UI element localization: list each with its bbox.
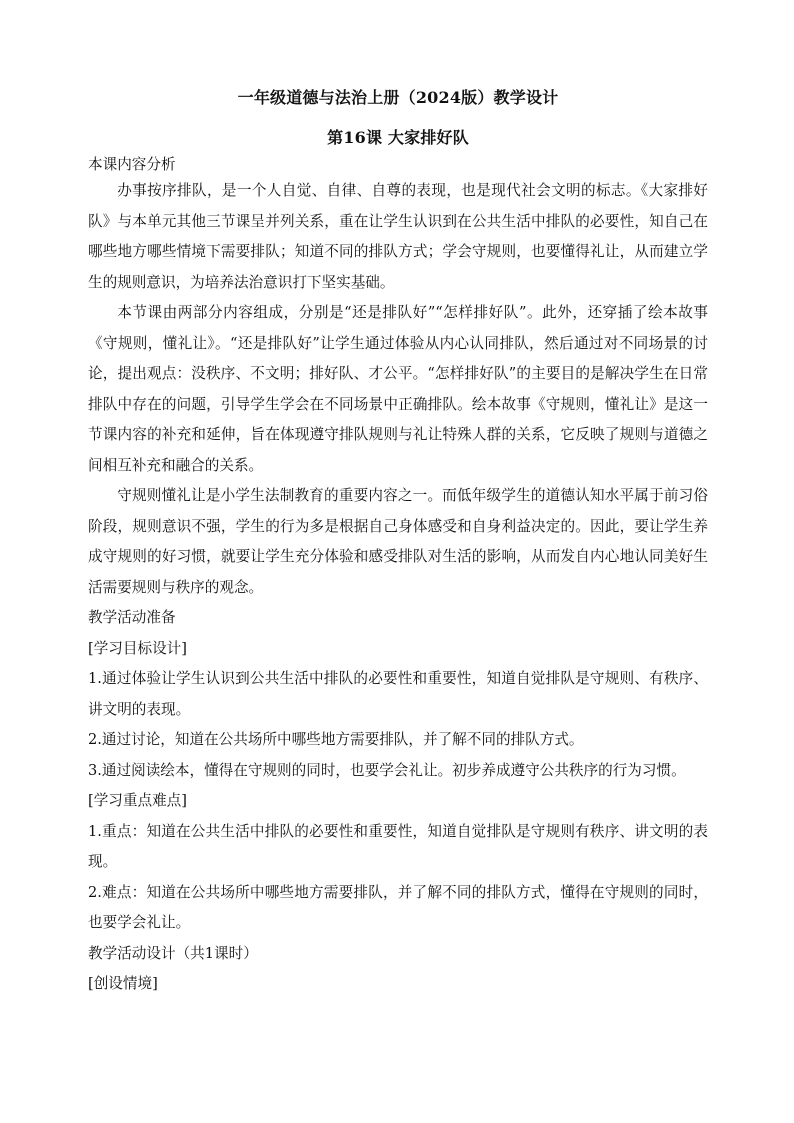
- goal-item-1: 1.通过体验让学生认识到公共生活中排队的必要性和重要性，知道自觉排队是守规则、有秩序、讲文明的表现。: [88, 670, 708, 718]
- section-heading-prep: 教学活动准备: [88, 609, 176, 626]
- keypoint-item-1: 1.重点：知道在公共生活中排队的必要性和重要性，知道自觉排队是守规则有秩序、讲文明的表现。: [88, 822, 708, 870]
- lesson-title: 第16课 大家排好队: [327, 128, 469, 147]
- goal-item-2: 2.通过讨论，知道在公共场所中哪些地方需要排队，并了解不同的排队方式。: [88, 731, 584, 748]
- analysis-paragraph-1: 办事按序排队，是一个人自觉、自律、自尊的表现，也是现代社会文明的标志。《大家排好队》与本单元其他三节课呈并列关系，重在让学生认识到在公共生活中排队的必要性，知自己在哪些地方哪些情境下需要排队；知道不同的排队方式；学会守规则，也要懂得礼让，从而建立学生的规则意识，为培养法治意识打下坚实基础。: [88, 182, 708, 291]
- analysis-paragraph-2: 本节课由两部分内容组成，分别是“还是排队好”“怎样排好队”。此外，还穿插了绘本故事《守规则，懂礼让》。“还是排队好”让学生通过体验从内心认同排队，然后通过对不同场景的讨论，提出观点：没秩序、不文明；排好队、才公平。“怎样排好队”的主要目的是解决学生在日常排队中存在的问题，引导学生学会在不同场景中正确排队。绘本故事《守规则，懂礼让》是这一节课内容的补充和延伸，旨在体现遵守排队规则与礼让特殊人群的关系，它反映了规则与道德之间相互补充和融合的关系。: [88, 304, 708, 474]
- goal-item-3: 3.通过阅读绘本，懂得在守规则的同时，也要学会礼让。初步养成遵守公共秩序的行为习惯。: [88, 761, 686, 779]
- document-title: 一年级道德与法治上册（2024版）教学设计: [237, 88, 559, 107]
- keypoints-heading: [学习重点难点]: [88, 792, 187, 809]
- design-sub-heading: [创设情境]: [88, 975, 158, 992]
- keypoint-item-2: 2.难点：知道在公共场所中哪些地方需要排队，并了解不同的排队方式，懂得在守规则的同时，也要学会礼让。: [88, 883, 708, 931]
- section-heading-analysis: 本课内容分析: [88, 156, 176, 173]
- section-heading-design: 教学活动设计（共1课时）: [88, 944, 258, 962]
- analysis-paragraph-3: 守规则懂礼让是小学生法制教育的重要内容之一。而低年级学生的道德认知水平属于前习俗阶段，规则意识不强，学生的行为多是根据自己身体感受和自身利益决定的。因此，要让学生养成守规则的好习惯，就要让学生充分体验和感受排队对生活的影响，从而发自内心地认同美好生活需要规则与秩序的观念。: [88, 487, 708, 596]
- goals-heading: [学习目标设计]: [88, 639, 187, 657]
